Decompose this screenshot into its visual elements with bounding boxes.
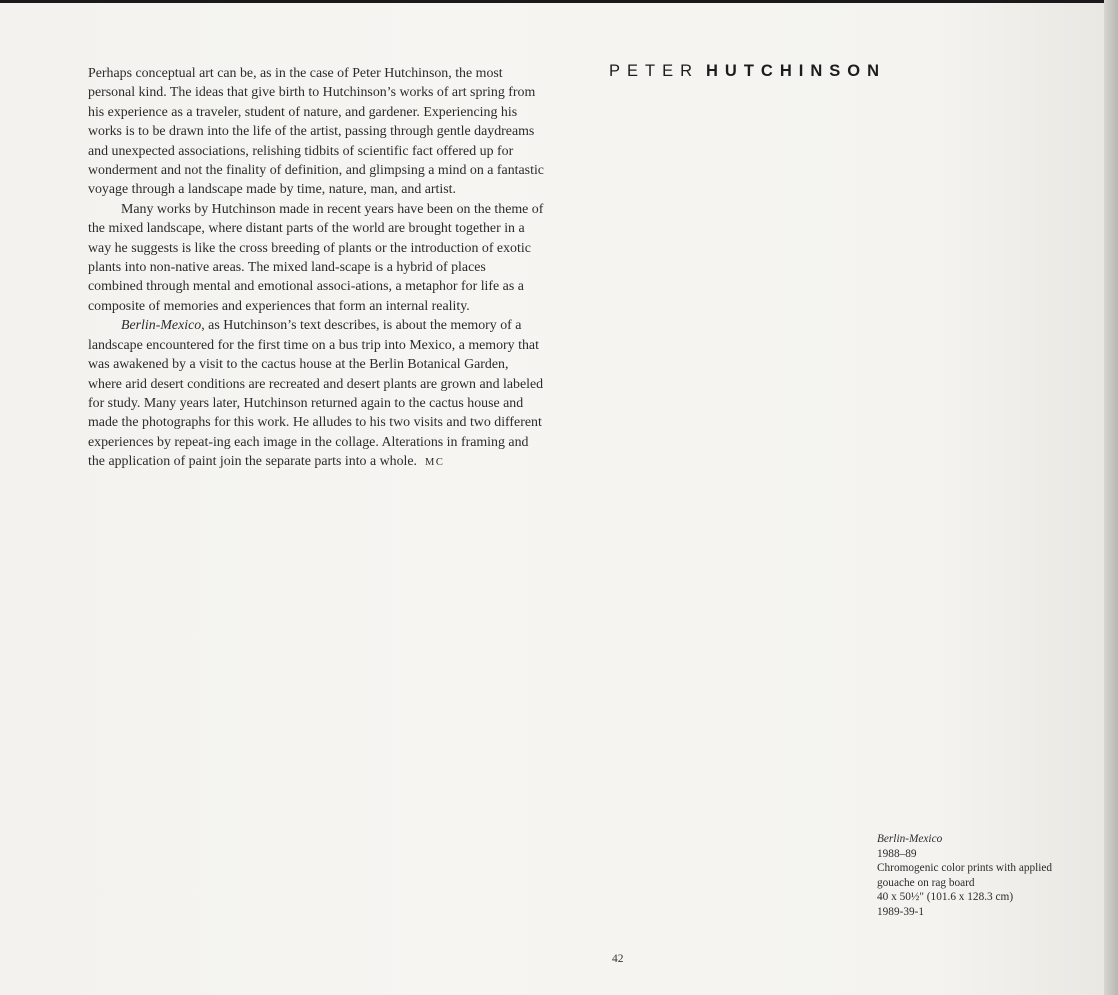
- essay-paragraph-3: [88, 316, 544, 472]
- essay-paragraph-1: Perhaps conceptual art can be, as in the case of Peter Hutchinson, the most personal kind. The ideas that give birth to Hutchinson’s works of art spring from his experience as a traveler, student of nature, and gardener. Experiencing his works is to be drawn into the life of the artist, passing through gentle daydreams and unexpected associations, relishing tidbits of scientific fact offered up for wonderment and not the finality of definition, and glimpsing a mind on a fantastic voyage through a landscape made by time, nature, man, and artist.: [88, 66, 544, 198]
- artist-last-name: HUTCHINSON: [706, 62, 887, 80]
- page-gutter-shadow: [1104, 0, 1118, 995]
- artist-first-name: PETER: [609, 62, 700, 80]
- caption-date: 1988–89: [877, 847, 917, 860]
- author-initials: MC: [425, 457, 445, 469]
- artwork-title-reference: Berlin-Mexico: [121, 318, 202, 334]
- artwork-caption: [877, 832, 1087, 920]
- caption-accession: 1989-39-1: [877, 905, 925, 918]
- essay-text: [88, 64, 544, 473]
- caption-title: Berlin-Mexico: [877, 833, 943, 845]
- caption-medium-line-2: gouache on rag board: [877, 876, 975, 889]
- essay-paragraph-2: Many works by Hutchinson made in recent years have been on the theme of the mixed landscape, where distant parts of the world are brought together in a way he suggests is like the cross breeding of plants or the introduction of exotic plants into non-native areas. The mixed land-scape is a hybrid of places combined through mental and emotional associ-ations, a metaphor for life as a composite of memories and experiences that form an internal reality.: [88, 201, 544, 314]
- essay-paragraph-3-body: , as Hutchinson’s text describes, is about the memory of a landscape encountered for the first time on a bus trip into Mexico, a memory that was awakened by a visit to the cactus house at the Berlin Botanical Garden, where arid desert conditions are recreated and desert plants are grown and labeled for study. Many years later, Hutchinson returned again to the cactus house and made the photographs for this work. He alludes to his two visits and two different experiences by repeat-ing each image in the collage. Alterations in framing and the application of paint join the separate parts into a whole.: [88, 318, 544, 470]
- caption-medium-line-1: Chromogenic color prints with applied: [877, 862, 1053, 875]
- page-number: 42: [612, 953, 624, 965]
- caption-dimensions: 40 x 50½" (101.6 x 128.3 cm): [877, 891, 1014, 904]
- artist-heading: [609, 62, 886, 81]
